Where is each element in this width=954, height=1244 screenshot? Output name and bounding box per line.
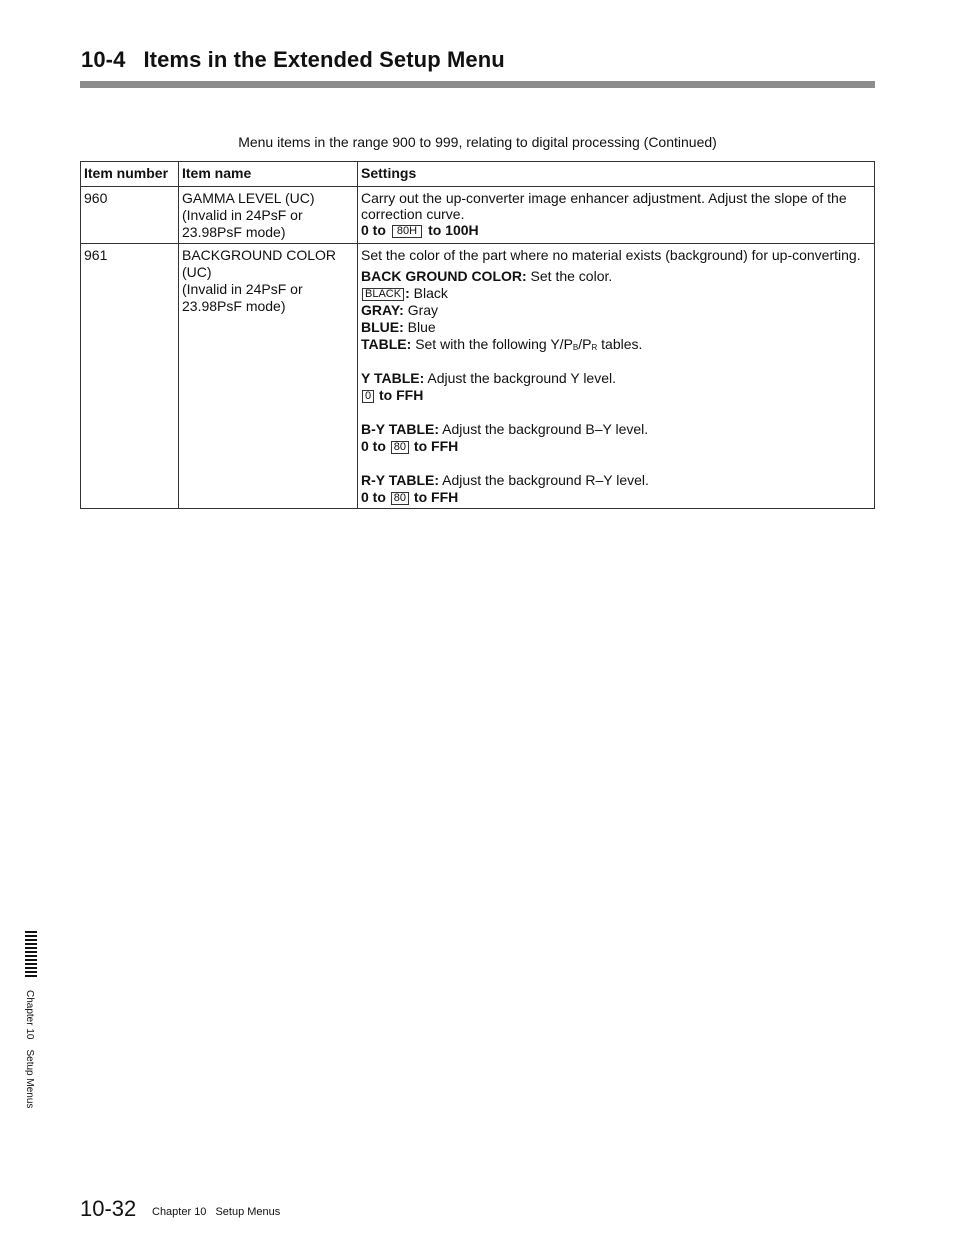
- footer-chapter-number: Chapter 10: [152, 1206, 207, 1218]
- footer-chapter-title: Setup Menus: [215, 1206, 281, 1218]
- bg-color-line: [361, 268, 871, 285]
- y-table-line: [361, 370, 871, 387]
- range-to: to 100H: [428, 222, 479, 238]
- item-name-line: (Invalid in 24PsF or: [182, 207, 303, 223]
- section-number: 10-4: [81, 47, 126, 72]
- y-range-to: to FFH: [379, 387, 424, 403]
- spacer: [361, 353, 871, 370]
- table-row: [81, 187, 875, 244]
- by-table-line: [361, 421, 871, 438]
- default-value-box: 80: [391, 492, 409, 505]
- ry-range-to: to FFH: [413, 489, 459, 505]
- settings-cell: [358, 244, 875, 509]
- table-header-row: [81, 162, 875, 187]
- by-range-to: to FFH: [413, 438, 459, 454]
- menu-items-table: [80, 161, 875, 509]
- gray-label: GRAY:: [361, 302, 404, 318]
- blue-option-line: [361, 319, 871, 336]
- header-settings: Settings: [358, 162, 875, 187]
- default-value-box: 80H: [392, 225, 422, 238]
- spacer: [361, 455, 871, 472]
- item-name-line: 23.98PsF mode): [182, 224, 286, 240]
- by-table-range: [361, 438, 871, 455]
- ry-table-label: R-Y TABLE:: [361, 472, 440, 488]
- item-name-cell: [179, 244, 358, 509]
- ry-table-range: [361, 489, 871, 506]
- chapter-thumb-index: [25, 931, 37, 977]
- table-row: [81, 244, 875, 509]
- ry-table-text: Adjust the background R–Y level.: [442, 472, 649, 488]
- blue-text: Blue: [407, 319, 436, 335]
- item-name-line: (UC): [182, 264, 212, 280]
- table-text-a: Set with the following Y/P: [415, 336, 573, 352]
- table-sub-r: R: [591, 343, 598, 352]
- table-text-b: tables.: [601, 336, 643, 352]
- black-text: Black: [413, 285, 448, 301]
- y-table-label: Y TABLE:: [361, 370, 425, 386]
- title-rule: [80, 81, 875, 88]
- gray-option-line: [361, 302, 871, 319]
- settings-cell: [358, 187, 875, 244]
- blue-label: BLUE:: [361, 319, 404, 335]
- range-from: 0 to: [361, 222, 386, 238]
- y-table-text: Adjust the background Y level.: [427, 370, 617, 386]
- settings-description: Carry out the up-converter image enhancer adjustment. Adjust the slope of the correction curve.: [361, 190, 847, 222]
- item-name-line: BACKGROUND COLOR: [182, 247, 337, 263]
- default-value-box: BLACK: [362, 288, 404, 301]
- item-name-line: 23.98PsF mode): [182, 298, 286, 314]
- settings-description: Set the color of the part where no material exists (background) for up-converting.: [361, 247, 861, 263]
- section-title: [81, 47, 505, 73]
- table-slash: /P: [578, 336, 592, 352]
- side-chapter-number: Chapter 10: [24, 990, 35, 1040]
- default-value-box: 0: [362, 390, 374, 403]
- table-label: TABLE:: [361, 336, 412, 352]
- black-colon: :: [405, 285, 410, 301]
- table-sub-b: B: [572, 343, 579, 352]
- table-option-line: [361, 336, 871, 353]
- item-number-cell: 961: [81, 244, 179, 509]
- side-chapter-label: [24, 990, 35, 1108]
- item-name-cell: [179, 187, 358, 244]
- ry-table-line: [361, 472, 871, 489]
- item-name-line: (Invalid in 24PsF or: [182, 281, 303, 297]
- table-caption: Menu items in the range 900 to 999, relating to digital processing (Continued): [238, 134, 717, 150]
- section-title-text: Items in the Extended Setup Menu: [143, 47, 505, 72]
- default-value-box: 80: [391, 441, 409, 454]
- by-table-text: Adjust the background B–Y level.: [442, 421, 649, 437]
- bg-color-text: Set the color.: [530, 268, 613, 284]
- bg-color-label: BACK GROUND COLOR:: [361, 268, 527, 284]
- y-table-range: [361, 387, 871, 404]
- black-option-line: [361, 285, 871, 302]
- settings-range: [361, 222, 871, 239]
- ry-range-from: 0 to: [361, 489, 386, 505]
- item-name-line: GAMMA LEVEL (UC): [182, 190, 315, 206]
- page-number: 10-32: [80, 1196, 137, 1221]
- header-item-name: Item name: [179, 162, 358, 187]
- by-range-from: 0 to: [361, 438, 386, 454]
- item-number-cell: 960: [81, 187, 179, 244]
- side-chapter-title: Setup Menus: [24, 1049, 35, 1109]
- footer-chapter-label: [152, 1206, 280, 1218]
- spacer: [361, 404, 871, 421]
- by-table-label: B-Y TABLE:: [361, 421, 440, 437]
- gray-text: Gray: [407, 302, 439, 318]
- header-item-number: Item number: [81, 162, 179, 187]
